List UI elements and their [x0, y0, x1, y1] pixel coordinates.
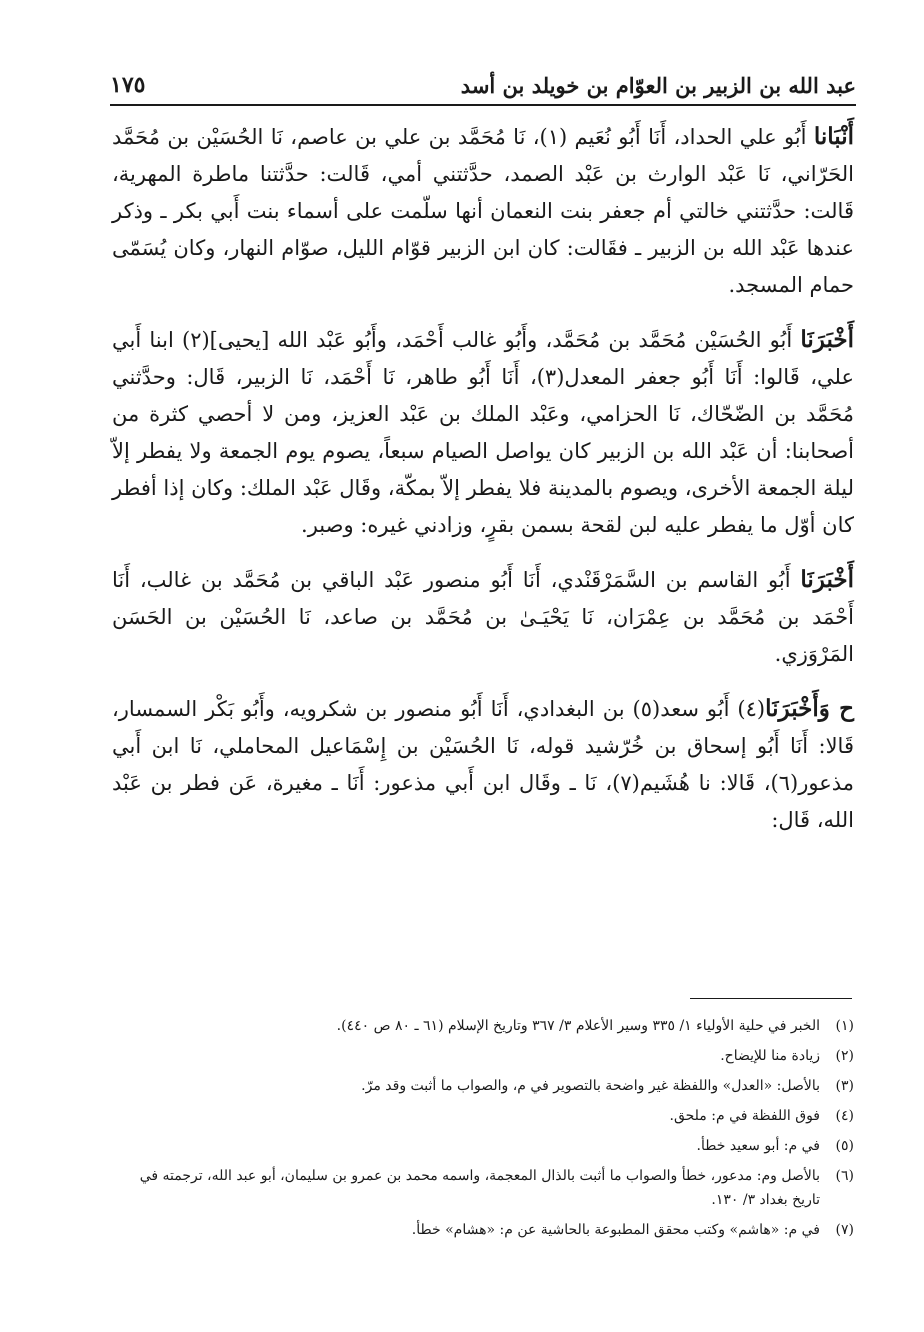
paragraph-text: أَبُو الحُسَيْن مُحَمَّد بن مُحَمَّد، وأَبُو غالب أَحْمَد، وأَبُو عَبْد الله [يحيى](٢) ابنا أَبي علي، قَالوا: أَنَا أَبُو جعفر المعدل(٣)، أَنَا أَبُو طاهر، نَا أَحْمَد، نَا الزبير، قَال: وحدَّثني مُحَمَّد بن الضّحّاك، نَا الحزامي، وعَبْد الملك بن عَبْد العزيز، ومن لا أحصي كثرة من أصحابنا: أن عَبْد الله بن الزبير كان يواصل الصيام سبعاً، يصوم يوم الجمعة ولا يفطر إلاّ ليلة الجمعة الأخرى، ويصوم بالمدينة فلا يفطر إلاّ بمكّة، وقَال عَبْد الملك: وكان إذا أفطر كان أوّل ما يفطر عليه لبن لقحة بسمن بقرٍ، وزادني غيره: وصبر. — [112, 328, 855, 537]
footnote-text: بالأصل: «العدل» واللفظة غير واضحة بالتصوير في م، والصواب ما أثبت وقد مرّ. — [361, 1078, 820, 1094]
footnote-1 — [112, 1014, 854, 1038]
paragraph-2 — [112, 321, 854, 544]
footnote-number: (٢) — [835, 1048, 854, 1064]
footnote-7 — [112, 1218, 854, 1242]
footnote-3 — [112, 1074, 854, 1098]
paragraph-text: أَبُو القاسم بن السَّمَرْقَنْدي، أَنَا أَبُو منصور عَبْد الباقي بن مُحَمَّد بن غالب، أَنَا أَحْمَد بن مُحَمَّد بن عِمْرَان، نَا يَحْيَـىٰ بن مُحَمَّد بن صاعد، نَا الحُسَيْن بن الحَسَن المَرْوَزي. — [112, 568, 854, 666]
footnote-6 — [112, 1164, 854, 1212]
footnote-text: الخبر في حلية الأولياء ١/ ٣٣٥ وسير الأعلام ٣/ ٣٦٧ وتاريخ الإسلام (٦١ ـ ٨٠ ص ٤٤٠). — [336, 1018, 820, 1034]
paragraph-text: (٤) أَبُو سعد(٥) بن البغدادي، أَنَا أَبُو منصور بن شكرويه، وأَبُو بَكْر السمسار، قَالا: أَنَا أَبُو إسحاق بن خُرّشيد قوله، نَا الحُسَيْن بن إِسْمَاعيل المحاملي، نَا ابن أَبي مذعور(٦)، قَالا: نا هُشَيم(٧)، نَا ـ وقَال ابن أَبي مذعور: أَنَا ـ مغيرة، عَن فطر بن عَبْد الله، قَال: — [112, 697, 854, 832]
footnote-number: (٣) — [835, 1078, 854, 1094]
paragraph-lead: أَخْبَرَنَا — [800, 326, 855, 353]
main-text — [112, 118, 854, 856]
paragraph-lead: أَخْبَرَنَا — [800, 566, 854, 593]
footnote-number: (١) — [835, 1018, 854, 1034]
paragraph-lead: ح وَأَخْبَرَنَا — [765, 695, 854, 722]
paragraph-1 — [112, 118, 854, 304]
paragraph-text: أَبُو علي الحداد، أَنَا أَبُو نُعَيم (١)، نَا مُحَمَّد بن علي بن عاصم، نَا الحُسَيْن بن مُحَمَّد الحَرّاني، نَا عَبْد الوارث بن عَبْد الصمد، حدَّثتني أمي، قَالت: حدَّثتنا ماطرة المهرية، قَالت: حدَّثتني خالتي أم جعفر بنت النعمان أنها سلّمت على أسماء بنت أَبي بكر ـ وذكر عندها عَبْد الله بن الزبير ـ فقَالت: كان ابن الزبير قوّام الليل، صوّام النهار، وكان يُسَمّى حمام المسجد. — [112, 125, 854, 297]
footnote-4 — [112, 1104, 854, 1128]
footnote-2 — [112, 1044, 854, 1068]
footnote-number: (٥) — [835, 1138, 854, 1154]
footnote-rule — [690, 998, 852, 999]
paragraph-4 — [112, 690, 854, 839]
footnote-text: في م: «هاشم» وكتب محقق المطبوعة بالحاشية عن م: «هشام» خطأ. — [411, 1222, 820, 1238]
header-rule — [110, 104, 856, 106]
page-number: ١٧٥ — [110, 72, 146, 98]
running-title: عبد الله بن الزبير بن العوّام بن خويلد بن أسد — [460, 73, 856, 98]
footnote-text: في م: أبو سعيد خطأ. — [696, 1138, 820, 1154]
page-header — [110, 58, 856, 104]
paragraph-3 — [112, 561, 854, 673]
footnotes — [112, 1014, 854, 1248]
paragraph-lead: أَنْبَانا — [813, 123, 854, 150]
footnote-text: بالأصل وم: مدعور، خطأ والصواب ما أثبت بالذال المعجمة، واسمه محمد بن عمرو بن سليمان، أبو عبد الله، ترجمته في تاريخ بغداد ٣/ ١٣٠. — [139, 1168, 820, 1208]
footnote-text: فوق اللفظة في م: ملحق. — [669, 1108, 820, 1124]
footnote-number: (٦) — [835, 1168, 854, 1184]
footnote-text: زيادة منا للإيضاح. — [720, 1048, 820, 1064]
footnote-5 — [112, 1134, 854, 1158]
footnote-number: (٤) — [835, 1108, 854, 1124]
footnote-number: (٧) — [835, 1222, 854, 1238]
